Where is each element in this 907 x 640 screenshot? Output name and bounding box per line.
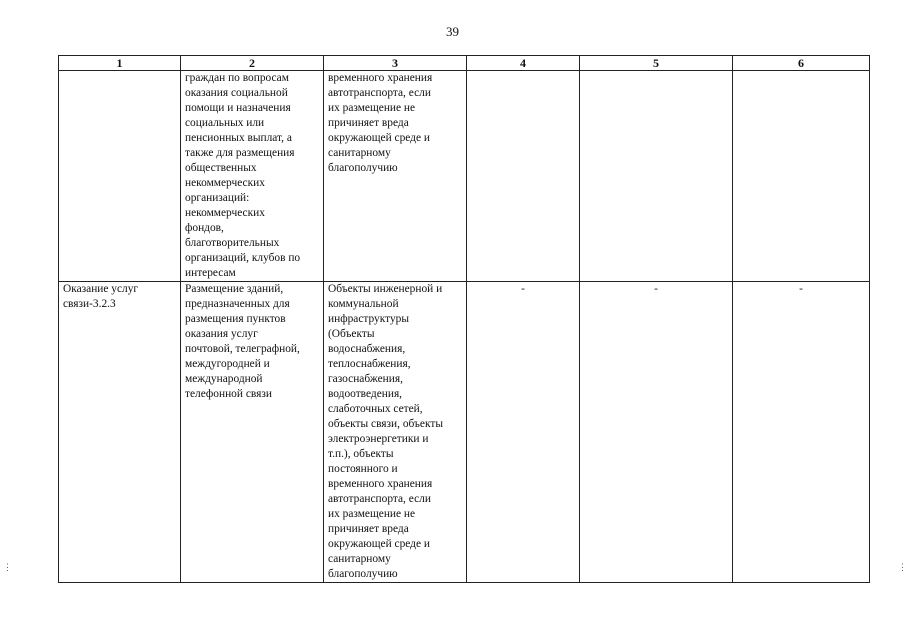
cell-text: - [521,283,525,295]
table-cell [324,71,467,282]
table-cell [324,282,467,583]
cell-text: Размещение зданий, предназначенных для размещения пунктов оказания услуг почтовой, телеграфной, междугородней и международной телефонной связи [185,283,300,400]
cell-text: - [799,283,803,295]
column-header-3: 3 [324,56,467,71]
table-cell [467,282,580,583]
cell-text: - [654,283,658,295]
table-cell [733,71,870,282]
column-header-5: 5 [580,56,733,71]
page-number: 39 [446,24,459,39]
column-header-6: 6 [733,56,870,71]
table-cell [580,71,733,282]
cell-text: Объекты инженерной и коммунальной инфраструктуры (Объекты водоснабжения, теплоснабжения, газоснабжения, водоотведения, слаботочных сетей, объекты связи, объекты электроэнергетики и т.п.), объекты постоянного и временного хранения автотранспорта, если их размещение не причиняет вреда окружающей среде и санитарному благополучию [328,283,443,580]
cell-text: граждан по вопросам оказания социальной помощи и назначения социальных или пенсионных выплат, а также для размещения общественных некоммерческих организаций: некоммерческих фондов, благотворительных организаций, клубов по интересам [185,72,301,279]
table-row [59,71,870,282]
table-cell [59,71,181,282]
table-row [59,282,870,583]
table-cell [467,71,580,282]
cell-text: временного хранения автотранспорта, если их размещение не причиняет вреда окружающей среде и санитарному благополучию [328,72,433,174]
left-margin-mark: ⋮ [3,562,12,572]
column-header-2: 2 [181,56,324,71]
column-header-4: 4 [467,56,580,71]
table-cell [181,282,324,583]
table-cell [733,282,870,583]
right-margin-mark: ⋮ [898,562,907,572]
table-header-row [59,56,870,71]
table-cell [580,282,733,583]
table-cell [181,71,324,282]
table-cell [59,282,181,583]
column-header-1: 1 [59,56,181,71]
cell-text: Оказание услуг связи-3.2.3 [63,283,139,310]
land-use-table [58,55,870,583]
